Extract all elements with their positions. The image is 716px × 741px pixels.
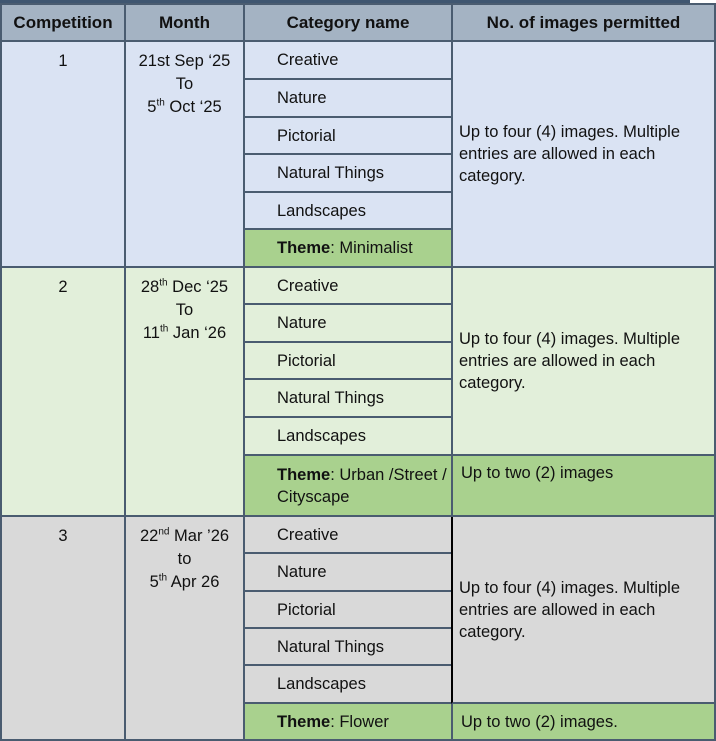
competition-month	[126, 42, 245, 268]
month-start: 22nd Mar ’26	[139, 526, 230, 545]
header-competition: Competition	[0, 3, 126, 42]
theme-cell: Theme: Minimalist	[245, 230, 453, 268]
category-cell: Creative	[245, 268, 453, 305]
month-start: 21st Sep ‘25	[138, 52, 231, 70]
category-cell: Natural Things	[245, 629, 453, 666]
images-permitted-cell: Up to four (4) images. Multiple entries are allowed in each category.	[451, 517, 716, 704]
month-to: to	[177, 550, 192, 568]
month-end: 11th Jan ‘26	[142, 323, 227, 342]
category-cell: Creative	[245, 517, 453, 554]
category-cell: Landscapes	[245, 193, 453, 230]
category-cell: Pictorial	[245, 592, 453, 629]
theme-cell: Theme: Flower	[245, 704, 453, 741]
header-month: Month	[126, 3, 245, 42]
header-category-name: Category name	[245, 3, 453, 42]
competition-number: 1	[0, 42, 126, 268]
month-to: To	[175, 75, 194, 93]
month-to: To	[175, 301, 194, 319]
competition-month	[126, 268, 245, 517]
category-cell: Nature	[245, 80, 453, 118]
category-cell: Pictorial	[245, 343, 453, 380]
category-cell: Natural Things	[245, 380, 453, 418]
category-cell: Nature	[245, 305, 453, 343]
category-cell: Pictorial	[245, 118, 453, 155]
images-permitted-cell: Up to four (4) images. Multiple entries are allowed in each category.	[453, 42, 716, 268]
theme-images-permitted-cell: Up to two (2) images.	[453, 704, 716, 741]
competition-number: 2	[0, 268, 126, 517]
images-permitted-cell: Up to four (4) images. Multiple entries are allowed in each category.	[453, 268, 716, 456]
theme-images-permitted-cell: Up to two (2) images	[453, 456, 716, 517]
category-cell: Creative	[245, 42, 453, 80]
theme-cell: Theme: Urban /Street / Cityscape	[245, 456, 453, 517]
competition-number: 3	[0, 517, 126, 741]
category-cell: Landscapes	[245, 418, 453, 456]
month-end: 5th Apr 26	[149, 572, 220, 591]
competition-month	[126, 517, 245, 741]
month-start: 28th Dec ‘25	[140, 277, 229, 296]
category-cell: Landscapes	[245, 666, 453, 704]
category-cell: Natural Things	[245, 155, 453, 193]
category-cell: Nature	[245, 554, 453, 592]
month-end: 5th Oct ‘25	[147, 97, 222, 116]
header-images-permitted: No. of images permitted	[453, 3, 716, 42]
